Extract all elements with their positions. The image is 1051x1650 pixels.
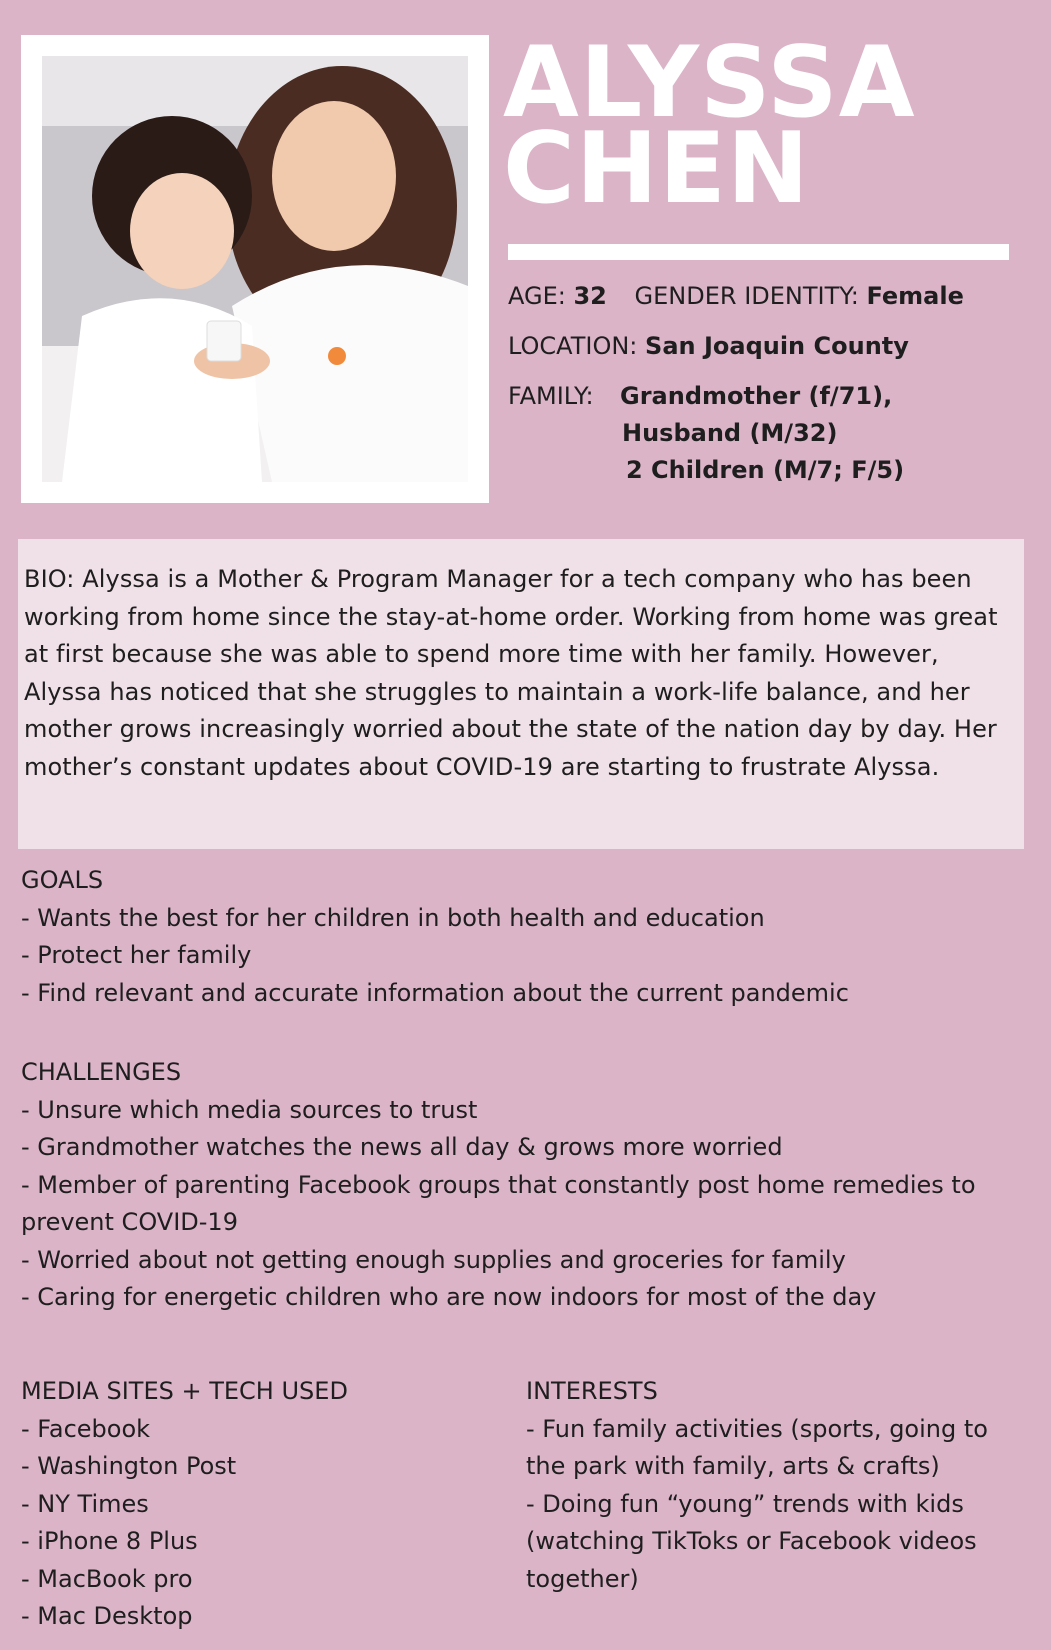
goals-heading: GOALS xyxy=(21,866,104,894)
gender-value: Female xyxy=(866,282,964,310)
goals-list xyxy=(21,900,1031,1013)
interests-section xyxy=(526,1373,1026,1598)
list-item: - MacBook pro xyxy=(21,1564,193,1593)
list-item: - Member of parenting Facebook groups that constantly post home remedies to prevent COVID-19 xyxy=(21,1170,976,1236)
photo-frame xyxy=(21,35,489,503)
bio-text: BIO: Alyssa is a Mother & Program Manager for a tech company who has been working from home since the stay-at-home order. Working from home was great at first because she was able to spend more time with her family. However, Alyssa has noticed that she struggles to maintain a work-life balance, and her mother grows increasingly worried about the state of the nation day by day. Her mother’s constant updates about COVID-19 are starting to frustrate Alyssa. xyxy=(24,565,998,781)
list-item: - Mac Desktop xyxy=(21,1602,193,1630)
location-row xyxy=(508,328,1038,365)
interests-heading: INTERESTS xyxy=(526,1377,658,1405)
gender-label: GENDER IDENTITY: xyxy=(634,282,859,310)
location-label: LOCATION: xyxy=(508,332,638,360)
persona-facts xyxy=(508,278,1038,489)
family-label: FAMILY: xyxy=(508,382,594,410)
goals-section xyxy=(21,862,1031,1012)
list-item: - Find relevant and accurate information about the current pandemic xyxy=(21,978,849,1007)
persona-photo xyxy=(42,56,468,482)
family-list xyxy=(620,378,904,489)
challenges-heading: CHALLENGES xyxy=(21,1058,182,1086)
list-item: - Caring for energetic children who are now indoors for most of the day xyxy=(21,1283,877,1311)
media-list xyxy=(21,1411,501,1636)
list-item: - NY Times xyxy=(21,1489,149,1518)
list-item: - Facebook xyxy=(21,1414,151,1443)
list-item: - Unsure which media sources to trust xyxy=(21,1095,478,1124)
family-member: Husband (M/32) xyxy=(622,419,838,447)
media-heading: MEDIA SITES + TECH USED xyxy=(21,1377,348,1405)
family-member: Grandmother (f/71), xyxy=(620,382,893,410)
list-item: - Grandmother watches the news all day & grows more worried xyxy=(21,1133,783,1161)
age-gender-row xyxy=(508,278,1038,315)
first-name: ALYSSA xyxy=(503,26,916,140)
interests-list xyxy=(526,1411,1026,1599)
media-section xyxy=(21,1373,501,1636)
age-value: 32 xyxy=(573,282,607,310)
location-value: San Joaquin County xyxy=(645,332,909,360)
list-item: - Fun family activities (sports, going to the park with family, arts & crafts) xyxy=(526,1414,988,1480)
name-divider xyxy=(508,244,1009,260)
family-member: 2 Children (M/7; F/5) xyxy=(626,456,905,484)
list-item: - Washington Post xyxy=(21,1452,237,1480)
list-item: - iPhone 8 Plus xyxy=(21,1527,198,1555)
bio-panel xyxy=(18,539,1024,849)
family-row xyxy=(508,378,1038,489)
last-name: CHEN xyxy=(503,112,810,226)
list-item: - Protect her family xyxy=(21,941,252,969)
age-label: AGE: xyxy=(508,282,566,310)
persona-name xyxy=(503,26,916,226)
challenges-section xyxy=(21,1054,1011,1317)
challenges-list xyxy=(21,1092,1011,1317)
list-item: - Worried about not getting enough supplies and groceries for family xyxy=(21,1245,846,1274)
list-item: - Wants the best for her children in both health and education xyxy=(21,903,765,932)
list-item: - Doing fun “young” trends with kids (watching TikToks or Facebook videos together) xyxy=(526,1489,977,1593)
